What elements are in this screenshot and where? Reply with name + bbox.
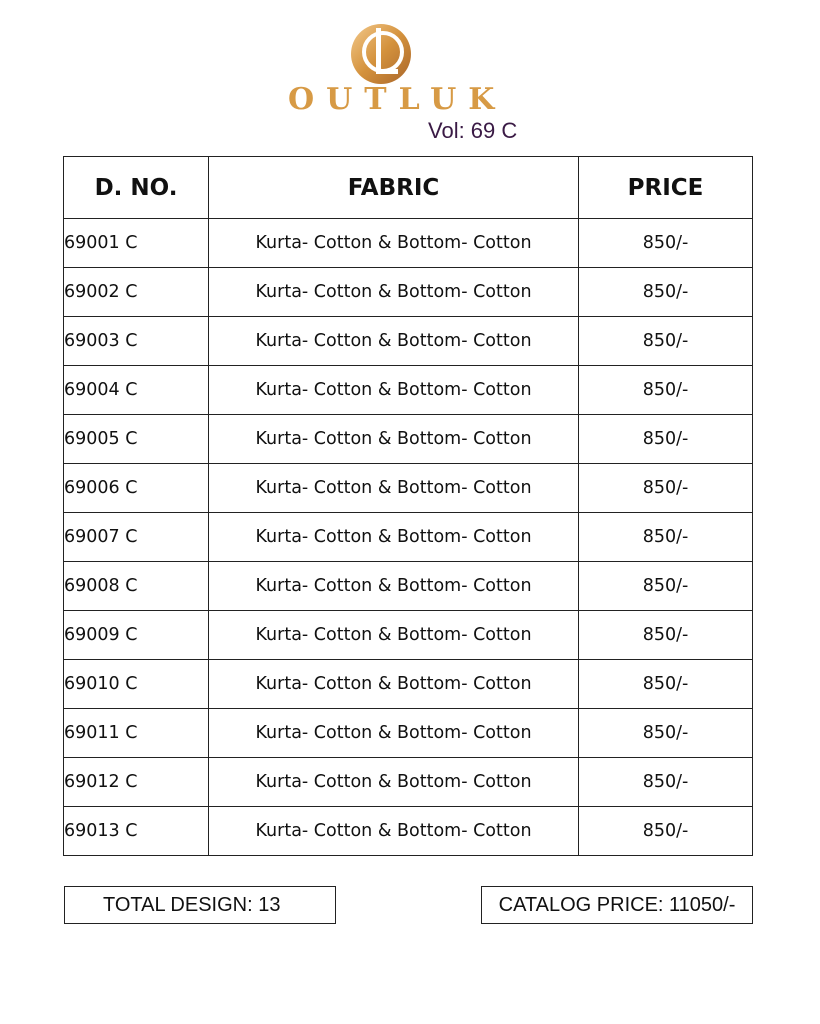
table-row — [64, 513, 753, 562]
price-cell: 850/- — [579, 219, 753, 268]
fabric-cell: Kurta- Cotton & Bottom- Cotton — [209, 709, 579, 758]
fabric-cell: Kurta- Cotton & Bottom- Cotton — [209, 268, 579, 317]
dno-cell: 69004 C — [64, 366, 209, 415]
outluk-logo-icon — [346, 18, 416, 88]
dno-cell: 69006 C — [64, 464, 209, 513]
catalog-table — [63, 156, 753, 856]
table-row — [64, 415, 753, 464]
dno-cell: 69003 C — [64, 317, 209, 366]
table-row — [64, 268, 753, 317]
dno-cell: 69010 C — [64, 660, 209, 709]
header-dno: D. NO. — [64, 157, 209, 219]
header-price: PRICE — [579, 157, 753, 219]
table-row — [64, 464, 753, 513]
price-cell: 850/- — [579, 317, 753, 366]
table-row — [64, 611, 753, 660]
dno-cell: 69011 C — [64, 709, 209, 758]
volume-label: Vol: 69 C — [428, 118, 518, 143]
dno-cell: 69007 C — [64, 513, 209, 562]
price-cell: 850/- — [579, 513, 753, 562]
price-cell: 850/- — [579, 611, 753, 660]
total-design-label: TOTAL DESIGN: 13 — [103, 894, 281, 916]
dno-cell: 69012 C — [64, 758, 209, 807]
fabric-cell: Kurta- Cotton & Bottom- Cotton — [209, 366, 579, 415]
total-design-box — [64, 886, 336, 924]
dno-cell: 69008 C — [64, 562, 209, 611]
table-row — [64, 317, 753, 366]
fabric-cell: Kurta- Cotton & Bottom- Cotton — [209, 464, 579, 513]
table-row — [64, 807, 753, 856]
catalog-price-label: CATALOG PRICE: 11050/- — [498, 894, 736, 916]
catalog-price-box — [481, 886, 753, 924]
table-row — [64, 562, 753, 611]
fabric-cell: Kurta- Cotton & Bottom- Cotton — [209, 758, 579, 807]
brand-name: OUTLUK — [288, 82, 507, 117]
dno-cell: 69005 C — [64, 415, 209, 464]
fabric-cell: Kurta- Cotton & Bottom- Cotton — [209, 660, 579, 709]
price-cell: 850/- — [579, 562, 753, 611]
fabric-cell: Kurta- Cotton & Bottom- Cotton — [209, 562, 579, 611]
dno-cell: 69013 C — [64, 807, 209, 856]
table-row — [64, 758, 753, 807]
table-row — [64, 219, 753, 268]
table-row — [64, 366, 753, 415]
dno-cell: 69001 C — [64, 219, 209, 268]
dno-cell: 69002 C — [64, 268, 209, 317]
header-fabric: FABRIC — [209, 157, 579, 219]
price-cell: 850/- — [579, 366, 753, 415]
fabric-cell: Kurta- Cotton & Bottom- Cotton — [209, 317, 579, 366]
fabric-cell: Kurta- Cotton & Bottom- Cotton — [209, 611, 579, 660]
price-cell: 850/- — [579, 660, 753, 709]
fabric-cell: Kurta- Cotton & Bottom- Cotton — [209, 415, 579, 464]
table-header-row — [64, 157, 753, 219]
table-row — [64, 660, 753, 709]
price-cell: 850/- — [579, 268, 753, 317]
price-cell: 850/- — [579, 464, 753, 513]
table-row — [64, 709, 753, 758]
fabric-cell: Kurta- Cotton & Bottom- Cotton — [209, 807, 579, 856]
fabric-cell: Kurta- Cotton & Bottom- Cotton — [209, 513, 579, 562]
price-cell: 850/- — [579, 709, 753, 758]
price-cell: 850/- — [579, 415, 753, 464]
fabric-cell: Kurta- Cotton & Bottom- Cotton — [209, 219, 579, 268]
dno-cell: 69009 C — [64, 611, 209, 660]
price-cell: 850/- — [579, 758, 753, 807]
price-cell: 850/- — [579, 807, 753, 856]
